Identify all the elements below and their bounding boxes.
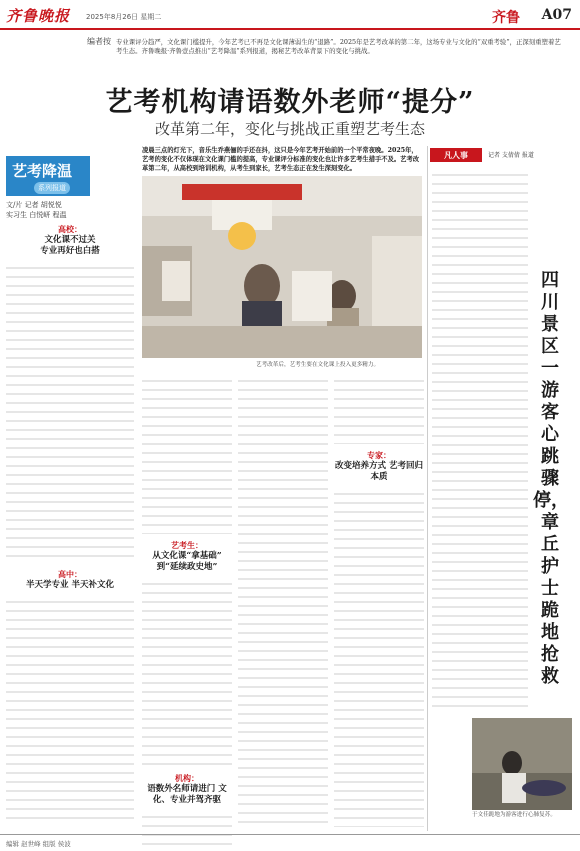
column-4-body-a	[334, 374, 424, 444]
section-3-title: 从文化课“拿基础” 到“延续政史地”	[152, 551, 222, 572]
right-story-photo	[472, 718, 572, 810]
issue-date: 2025年8月26日 星期二	[86, 13, 162, 21]
section-5-title: 语数外名师请进门 文化、专业并驾齐驱	[147, 784, 227, 805]
photo-caption: 艺考改革后，艺考生要在文化课上投入更多精力。	[256, 362, 380, 368]
byline-line1: 文/片 记者 胡悦悦	[6, 201, 62, 209]
editor-note-label: 编者按	[87, 37, 111, 46]
section-1-title-b: 专业再好也白搭	[40, 246, 100, 256]
column-2	[142, 374, 232, 851]
section-2-body	[6, 595, 134, 825]
byline	[6, 200, 136, 220]
section-2-kicker: 高中：	[58, 569, 82, 579]
section-5-kicker: 机构：	[175, 773, 199, 783]
editor-note-text: 专业课评分趋严，文化课门槛提升，今年艺考已不再是文化课薄弱生的“退路”。2025年是艺考改革的第二年，这场专业与文化的“双重考验”，正深刻重塑着艺考生态。齐鲁晚报·齐鲁壹点推出“艺考降温”系列报道，揭秘艺考改革背景下的变化与挑战。	[116, 38, 561, 55]
series-tag-sub: 系列报道	[34, 182, 70, 194]
story-tag: 凡人事	[430, 148, 482, 162]
section-1-body	[6, 261, 134, 561]
sub-headline: 改革第二年，变化与挑战正重塑艺考生态	[154, 120, 425, 138]
section-4-body	[334, 487, 424, 827]
section-name: 齐鲁	[492, 10, 520, 26]
lead-paragraph: 凌晨三点的灯光下，音乐生乔燕俪的手还在抖，这只是今年艺考开始前的一个平常夜晚。2025年，艺考的变化不仅体现在文化课门槛的提高，专业课评分标准的变化也让许多艺考生措手不及。艺考改革第二年，从高校到培训机构，从考生到家长，艺考生态正在发生深刻变化。	[142, 147, 420, 172]
series-tag-title: 艺考降温	[12, 162, 73, 180]
section-1-kicker: 高校：	[58, 224, 82, 234]
section-3-body	[142, 577, 232, 767]
series-tag	[6, 156, 90, 196]
right-story-body	[432, 168, 528, 713]
page-footer: 编辑 赵世峰 组版 侯波	[0, 834, 580, 851]
column-1	[6, 224, 134, 825]
right-photo-caption: 于文佳跪地为游客进行心肺复苏。	[472, 812, 556, 818]
main-headline: 艺考机构请语数外老师“提分”	[105, 87, 475, 118]
column-4	[334, 374, 424, 827]
classroom-photo-illustration	[142, 176, 422, 358]
section-4-kicker: 专家：	[367, 450, 391, 460]
column-2-body-a	[142, 374, 232, 534]
section-4-title: 改变培养方式 艺考回归本质	[335, 461, 423, 482]
column-divider	[427, 146, 428, 831]
section-2-title: 半天学专业 半天补文化	[26, 580, 114, 590]
section-1-title-a: 文化课不过关	[44, 235, 96, 245]
right-vertical-headline: 四川景区一游客心跳骤停，章丘护士跪地抢救	[533, 270, 569, 687]
newspaper-logo: 齐鲁晚报	[6, 7, 71, 25]
byline-line2: 实习生 白悦岍 程温	[6, 211, 67, 219]
rescue-photo-illustration	[472, 718, 572, 810]
article-photo	[142, 176, 422, 358]
right-byline: 记者 支倩倩 报道	[488, 152, 534, 159]
column-3-body	[238, 374, 328, 829]
page-number: A07	[541, 7, 572, 23]
column-3	[238, 374, 328, 829]
section-3-kicker: 艺考生：	[171, 540, 203, 550]
